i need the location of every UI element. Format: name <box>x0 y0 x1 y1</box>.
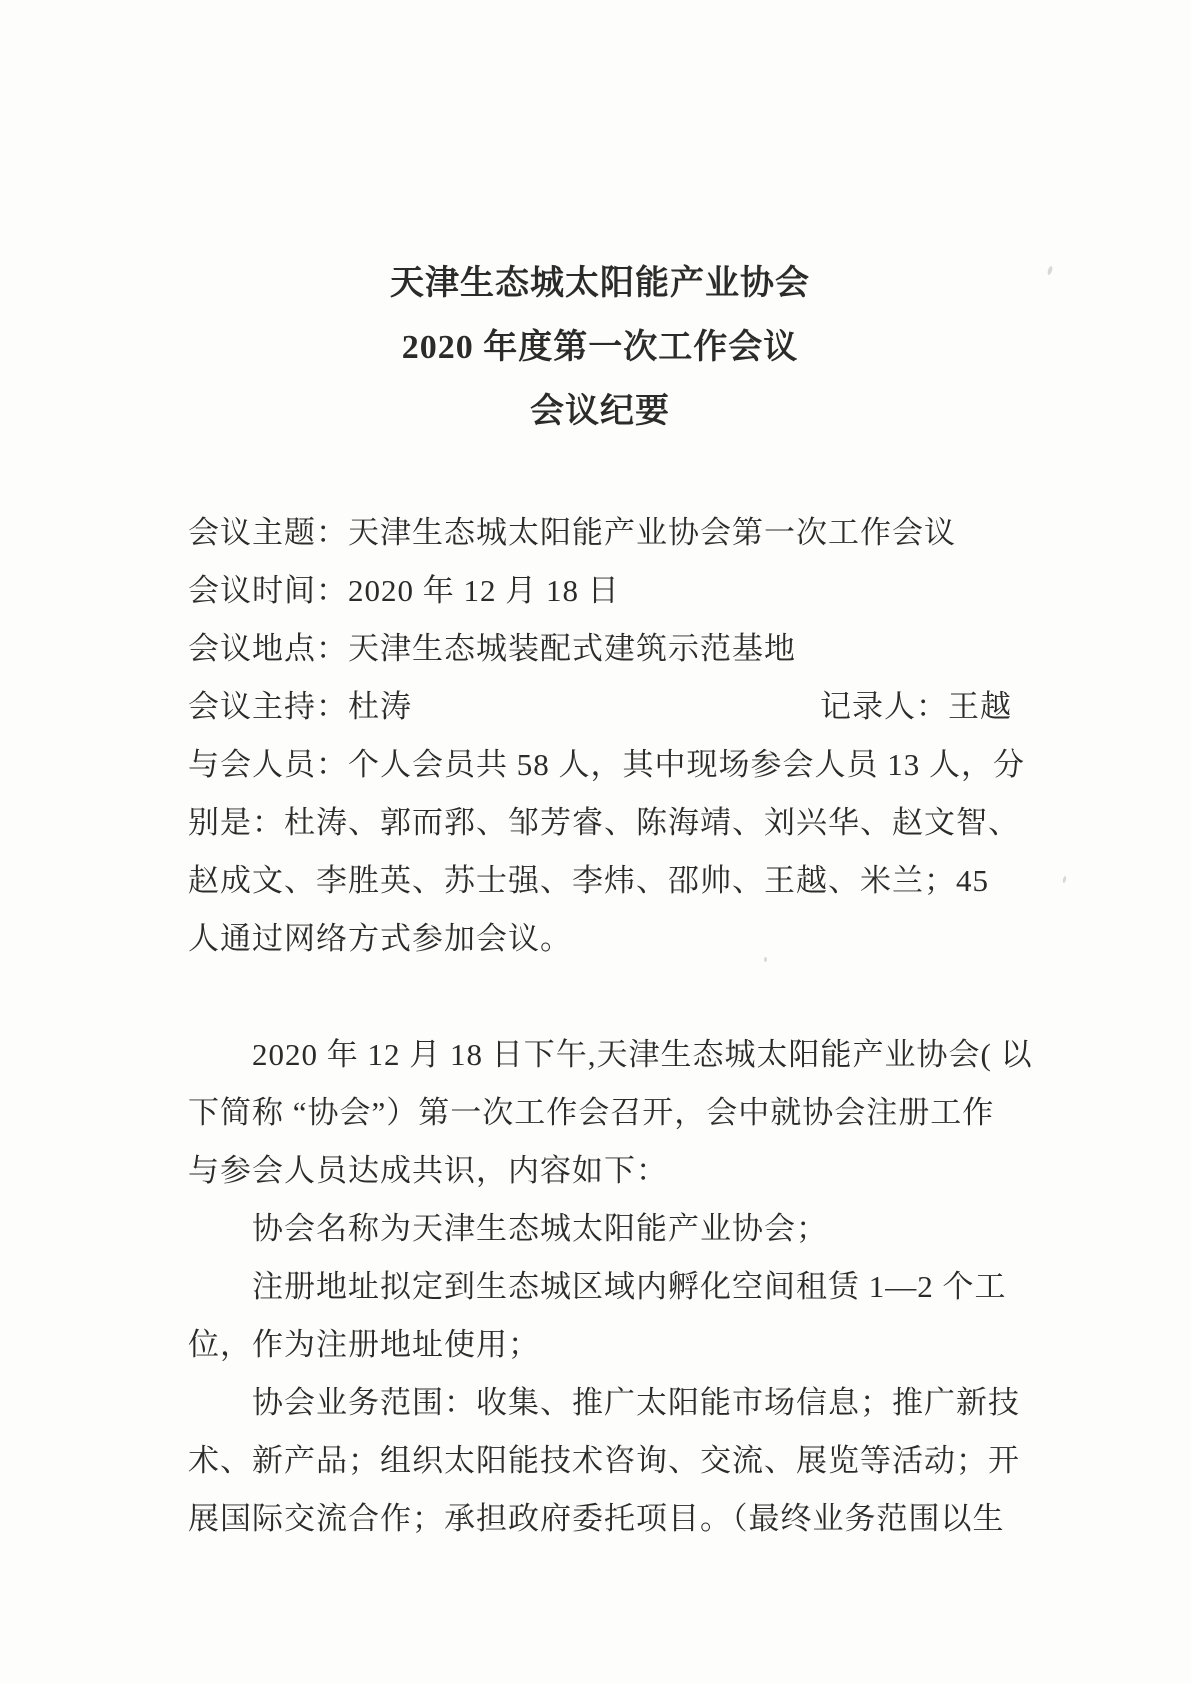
meta-location-line: 会议地点：天津生态城装配式建筑示范基地 <box>188 631 796 666</box>
document-title-line-1: 天津生态城太阳能产业协会 <box>390 265 810 302</box>
body-line-5: 注册地址拟定到生态城区域内孵化空间租赁 1—2 个工 <box>252 1269 1007 1304</box>
meta-time-line: 会议时间：2020 年 12 月 18 日 <box>188 573 620 608</box>
body-line-3: 与参会人员达成共识，内容如下： <box>188 1153 668 1188</box>
document-content <box>188 252 1033 1548</box>
document-title-line-3: 会议纪要 <box>530 393 670 430</box>
attendees-line-4: 人通过网络方式参加会议。 <box>188 921 572 956</box>
title-body-gap <box>188 444 1012 504</box>
body-line-9: 展国际交流合作；承担政府委托项目。（最终业务范围以生 <box>188 1501 1005 1536</box>
attendees-line-2: 别是：杜涛、郭而郛、邹芳睿、陈海靖、刘兴华、赵文智、 <box>188 805 1020 840</box>
scan-speck <box>1047 266 1054 276</box>
attendees-line-1: 与会人员：个人会员共 58 人，其中现场参会人员 13 人，分 <box>188 747 1025 782</box>
paragraph-gap <box>188 968 1012 1026</box>
meta-recorder-label: 记录人：王越 <box>820 689 1012 724</box>
body-line-4: 协会名称为天津生态城太阳能产业协会； <box>252 1211 828 1246</box>
meta-host-recorder-row <box>188 678 1012 736</box>
attendees-line-3: 赵成文、李胜英、苏士强、李炜、邵帅、王越、米兰；45 <box>188 863 989 898</box>
document-title-line-2: 2020 年度第一次工作会议 <box>401 329 799 366</box>
body-line-2: 下简称 “协会”）第一次工作会召开，会中就协会注册工作 <box>188 1095 995 1130</box>
body-line-8: 术、新产品；组织太阳能技术咨询、交流、展览等活动；开 <box>188 1443 1020 1478</box>
scan-speck <box>1062 876 1066 883</box>
body-line-6: 位，作为注册地址使用； <box>188 1327 540 1362</box>
meta-topic-line: 会议主题：天津生态城太阳能产业协会第一次工作会议 <box>188 515 956 550</box>
body-line-1: 2020 年 12 月 18 日下午,天津生态城太阳能产业协会( 以 <box>252 1037 1033 1072</box>
body-line-7: 协会业务范围：收集、推广太阳能市场信息；推广新技 <box>252 1385 1020 1420</box>
meta-host-label: 会议主持：杜涛 <box>188 689 412 724</box>
